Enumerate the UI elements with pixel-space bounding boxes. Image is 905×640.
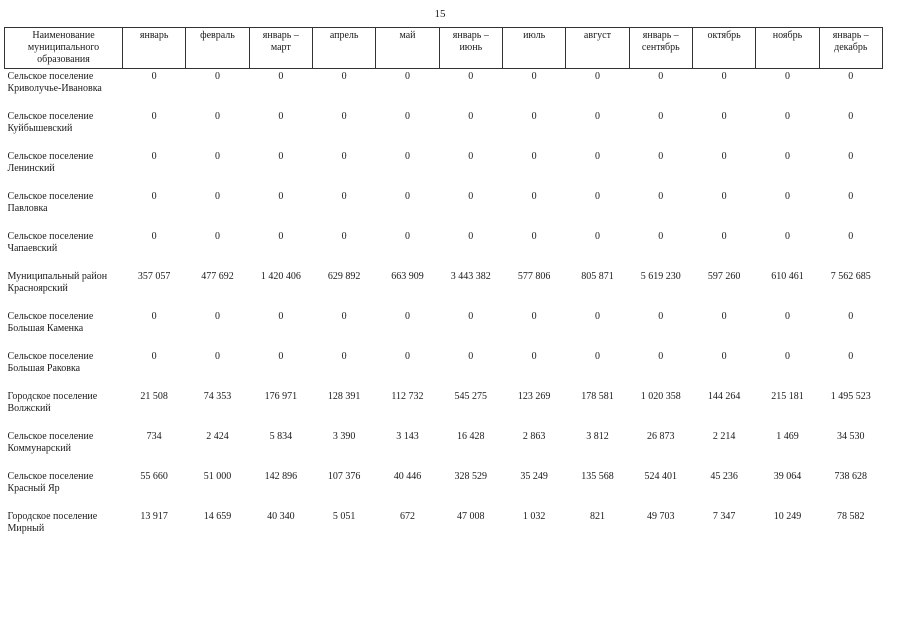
table-cell: 0 [721,191,727,202]
table-cell: 3 812 [586,431,609,442]
table-cell: 0 [404,151,410,162]
column-header: октябрь [692,28,755,69]
page-number: 15 [434,8,446,20]
table-cell: 0 [278,151,284,162]
table-cell: 0 [404,111,410,122]
table-cell: 738 628 [834,471,868,482]
table-cell: 1 420 406 [260,271,301,282]
table-cell: 0 [848,351,854,362]
table-cell: 35 249 [520,471,548,482]
table-cell: 1 020 358 [640,391,681,402]
table-cell: 176 971 [264,391,298,402]
header-row [5,28,883,69]
table-cell: 178 581 [581,391,614,402]
table-cell: 3 390 [332,431,356,442]
table-header [5,28,883,69]
table-cell: 2 214 [712,431,736,442]
table-cell: 14 659 [203,511,232,522]
table-cell: 0 [341,191,347,202]
table-cell: 10 249 [773,511,802,522]
table-cell: 7 562 685 [830,271,871,282]
table-cell: 0 [531,231,537,242]
table-row [5,389,883,429]
table-cell: 0 [784,231,790,242]
table-cell: 3 143 [396,431,419,442]
table-cell: 0 [151,151,157,162]
table-cell: 0 [658,231,664,242]
table-cell: 2 863 [522,431,546,442]
table-cell: 0 [658,111,664,122]
table-cell: 0 [721,351,727,362]
column-header: август [566,28,629,69]
table-row [5,109,883,149]
table-cell: 0 [848,111,854,122]
column-header: июль [502,28,565,69]
table-cell: 107 376 [327,471,361,482]
table-cell: 0 [404,351,410,362]
table-cell: 0 [341,351,347,362]
table-cell: 821 [589,511,605,522]
table-cell: 3 443 382 [450,271,491,282]
municipality-name: Сельское поселение Большая Раковка [7,351,94,374]
table-cell: 0 [404,71,410,82]
table-row [5,349,883,389]
table-row [5,189,883,229]
table-cell: 0 [784,111,790,122]
column-header: январь – сентябрь [629,28,692,69]
column-header: январь – декабрь [819,28,882,69]
table-cell: 328 529 [454,471,488,482]
table-cell: 0 [531,191,537,202]
table-cell: 1 469 [776,431,799,442]
table-cell: 0 [214,151,220,162]
table-body [5,69,883,550]
table-cell: 47 008 [457,511,485,522]
table-cell: 1 495 523 [830,391,871,402]
table-row [5,429,883,469]
table-cell: 0 [784,311,790,322]
table-cell: 0 [341,111,347,122]
table-cell: 0 [594,111,600,122]
table-cell: 0 [214,191,220,202]
table-cell: 0 [531,311,537,322]
municipality-name: Сельское поселение Ленинский [7,151,94,174]
table-cell: 5 834 [269,431,293,442]
table-cell: 0 [214,231,220,242]
table-cell: 0 [594,231,600,242]
table-row [5,469,883,509]
table-cell: 0 [721,311,727,322]
table-cell: 0 [594,151,600,162]
table-cell: 0 [468,351,474,362]
table-cell: 0 [151,71,157,82]
table-cell: 26 873 [647,431,675,442]
table-cell: 0 [468,111,474,122]
table-cell: 0 [341,311,347,322]
table-cell: 13 917 [140,511,168,522]
table-row [5,309,883,349]
table-cell: 0 [468,311,474,322]
table-cell: 0 [278,311,284,322]
municipality-name: Городское поселение Волжский [7,391,98,414]
table-cell: 0 [341,71,347,82]
table-cell: 629 892 [327,271,361,282]
table-cell: 357 057 [137,271,171,282]
table-cell: 0 [468,151,474,162]
table-cell: 0 [531,351,537,362]
table-cell: 0 [531,71,537,82]
table-cell: 1 032 [522,511,546,522]
table-cell: 597 260 [707,271,741,282]
table-cell: 0 [278,191,284,202]
table-cell: 74 353 [203,391,232,402]
table-cell: 577 806 [517,271,551,282]
column-header: январь [123,28,186,69]
table-row [5,149,883,189]
table-row [5,69,883,110]
table-cell: 0 [721,71,727,82]
column-header: январь – март [249,28,312,69]
table-cell: 0 [341,151,347,162]
table-cell: 0 [848,71,854,82]
table-cell: 0 [658,191,664,202]
table-cell: 39 064 [773,471,802,482]
municipality-name: Сельское поселение Красный Яр [7,471,94,494]
municipality-name: Сельское поселение Павловка [7,191,94,214]
table-cell: 5 051 [332,511,356,522]
table-cell: 0 [278,231,284,242]
table-cell: 672 [399,511,415,522]
table-cell: 34 530 [837,431,865,442]
table-cell: 0 [721,111,727,122]
table-cell: 0 [404,311,410,322]
table-cell: 7 347 [712,511,736,522]
table-cell: 112 732 [391,391,424,402]
table-cell: 0 [784,191,790,202]
table-cell: 16 428 [457,431,485,442]
table-cell: 51 000 [203,471,232,482]
table-cell: 0 [278,71,284,82]
table-cell: 215 181 [771,391,804,402]
table-cell: 40 446 [393,471,422,482]
column-header: май [376,28,439,69]
table-cell: 0 [214,311,220,322]
municipality-name: Сельское поселение Большая Каменка [7,311,94,334]
table-cell: 144 264 [707,391,741,402]
table-cell: 0 [784,351,790,362]
table-cell: 0 [594,351,600,362]
table-cell: 805 871 [581,271,614,282]
table-cell: 123 269 [517,391,551,402]
municipality-name: Сельское поселение Куйбышевский [7,111,94,134]
table-cell: 0 [594,311,600,322]
municipality-name: Муниципальный район Красноярский [7,271,108,294]
table-cell: 128 391 [327,391,361,402]
table-cell: 0 [848,231,854,242]
table-cell: 0 [721,231,727,242]
municipality-name: Сельское поселение Коммунарский [7,431,94,454]
table-cell: 0 [214,111,220,122]
table-cell: 2 424 [206,431,229,442]
municipality-name: Городское поселение Мирный [7,511,98,534]
table-cell: 0 [531,111,537,122]
table-cell: 0 [278,111,284,122]
table-cell: 0 [848,151,854,162]
municipality-name: Сельское поселение Криволучье-Ивановка [7,71,102,94]
table-cell: 0 [151,231,157,242]
table-cell: 610 461 [771,271,804,282]
table-cell: 21 508 [140,391,168,402]
table-cell: 0 [151,351,157,362]
table-cell: 0 [658,151,664,162]
table-row [5,229,883,269]
table-cell: 0 [278,351,284,362]
table-cell: 78 582 [837,511,865,522]
table-row [5,509,883,549]
data-table [4,27,883,549]
table-cell: 0 [594,191,600,202]
table-cell: 0 [531,151,537,162]
table-cell: 0 [468,231,474,242]
table-cell: 0 [848,191,854,202]
table-cell: 0 [341,231,347,242]
table-cell: 0 [721,151,727,162]
table-cell: 0 [151,111,157,122]
table-cell: 0 [151,311,157,322]
table-cell: 734 [146,431,162,442]
column-header: ноябрь [756,28,819,69]
table-cell: 135 568 [581,471,614,482]
column-header: апрель [312,28,375,69]
table-cell: 55 660 [140,471,168,482]
table-cell: 0 [404,191,410,202]
table-cell: 0 [404,231,410,242]
municipality-name: Сельское поселение Чапаевский [7,231,94,254]
column-header: февраль [186,28,249,69]
table-cell: 0 [468,191,474,202]
table-cell: 45 236 [710,471,738,482]
table-cell: 477 692 [201,271,234,282]
column-header-name: Наименование муниципального образования [5,28,123,69]
table-row [5,269,883,309]
table-cell: 0 [468,71,474,82]
column-header: январь – июнь [439,28,502,69]
table-cell: 545 275 [454,391,488,402]
table-cell: 40 340 [267,511,295,522]
table-cell: 49 703 [647,511,675,522]
table-cell: 0 [658,71,664,82]
table-cell: 0 [214,351,220,362]
table-cell: 0 [214,71,220,82]
table-cell: 0 [658,351,664,362]
table-cell: 0 [594,71,600,82]
table-cell: 0 [848,311,854,322]
table-cell: 524 401 [644,471,678,482]
table-cell: 0 [658,311,664,322]
table-cell: 0 [784,151,790,162]
table-cell: 142 896 [264,471,298,482]
table-cell: 0 [151,191,157,202]
table-cell: 663 909 [391,271,424,282]
table-cell: 5 619 230 [640,271,681,282]
table-cell: 0 [784,71,790,82]
